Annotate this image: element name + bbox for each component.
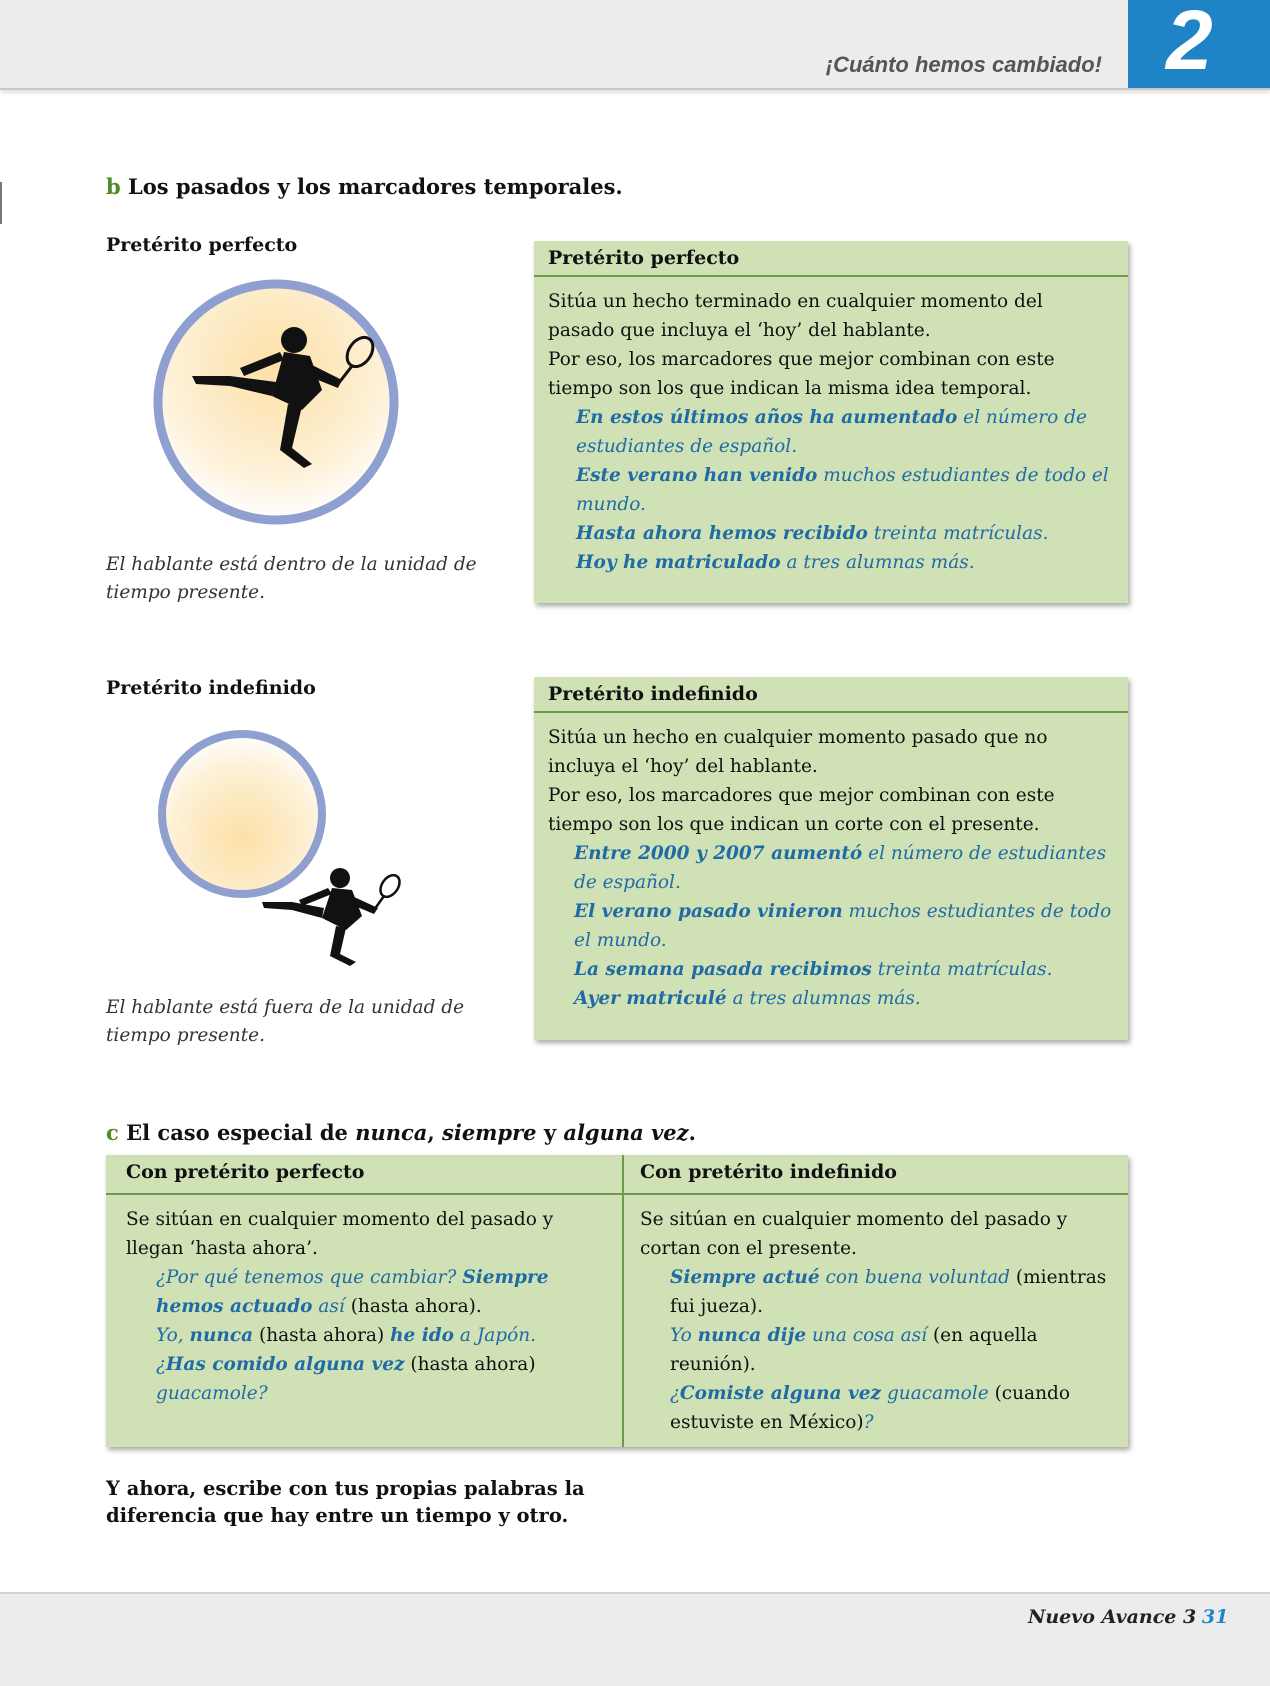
example-marker: Hasta ahora hemos recibido bbox=[576, 523, 868, 544]
example-marker: nunca dije bbox=[697, 1325, 807, 1346]
example-marker: La semana pasada recibimos bbox=[574, 959, 872, 980]
chapter-number: 2 bbox=[1166, 0, 1213, 87]
example-gloss: (cuando estuviste en México) bbox=[670, 1383, 1070, 1433]
page-number: 31 bbox=[1202, 1606, 1229, 1628]
example-line bbox=[670, 1379, 1110, 1437]
example-line bbox=[574, 839, 1114, 897]
example-line bbox=[576, 461, 1114, 519]
indefinido-box-text-2: Por eso, los marcadores que mejor combinan con este tiempo son los que indican un corte con el presente. bbox=[548, 785, 1055, 835]
indefinido-rule-box bbox=[534, 677, 1128, 1040]
example-part: Yo bbox=[670, 1325, 698, 1346]
indefinido-box-title: Pretérito indefinido bbox=[534, 677, 1128, 713]
comparison-table bbox=[106, 1155, 1128, 1447]
example-gloss: (mientras fui jueza). bbox=[670, 1267, 1107, 1317]
keyword-alguna-vez: alguna vez bbox=[563, 1120, 689, 1145]
example-rest: a tres alumnas más. bbox=[726, 988, 921, 1009]
example-rest: el número de estudiantes de español. bbox=[576, 407, 1087, 457]
example-line bbox=[576, 548, 1114, 577]
example-line bbox=[670, 1263, 1110, 1321]
section-b-title: Los pasados y los marcadores temporales. bbox=[128, 174, 623, 199]
separator: . bbox=[688, 1120, 696, 1145]
example-line bbox=[574, 984, 1114, 1013]
table-examples-indefinido bbox=[670, 1263, 1110, 1437]
example-marker: Has comido alguna vez bbox=[165, 1354, 405, 1375]
perfecto-caption: El hablante está dentro de la unidad de tiempo presente. bbox=[106, 554, 477, 603]
tennis-player-outside-circle-icon bbox=[152, 722, 412, 972]
example-marker: Ayer matriculé bbox=[574, 988, 727, 1009]
example-rest: treinta matrículas. bbox=[871, 959, 1053, 980]
indefinido-box-text-1: Sitúa un hecho en cualquier momento pasado que no incluya el ‘hoy’ del hablante. bbox=[548, 727, 1048, 777]
example-rest: muchos estudiantes de todo el mundo. bbox=[574, 901, 1112, 951]
table-examples-perfecto bbox=[156, 1263, 604, 1408]
perfecto-box-text-2: Por eso, los marcadores que mejor combinan con este tiempo son los que indican la misma idea temporal. bbox=[548, 349, 1055, 399]
example-rest: el número de estudiantes de español. bbox=[574, 843, 1107, 893]
example-line bbox=[576, 403, 1114, 461]
example-marker: El verano pasado vinieron bbox=[574, 901, 843, 922]
example-part: una cosa así bbox=[806, 1325, 933, 1346]
example-line bbox=[574, 955, 1114, 984]
example-rest: treinta matrículas. bbox=[867, 523, 1049, 544]
section-c-heading bbox=[106, 1120, 696, 1145]
margin-mark bbox=[0, 182, 2, 224]
example-part: Yo, bbox=[156, 1325, 190, 1346]
example-part: ¿ bbox=[156, 1354, 166, 1375]
separator: y bbox=[536, 1120, 564, 1145]
tennis-player-inside-circle-icon bbox=[152, 272, 402, 532]
section-b-letter: b bbox=[106, 174, 121, 199]
example-marker: Comiste alguna vez bbox=[679, 1383, 882, 1404]
table-header-indefinido: Con pretérito indefinido bbox=[624, 1155, 1128, 1195]
section-c-letter: c bbox=[106, 1120, 119, 1145]
separator: , bbox=[427, 1120, 443, 1145]
chapter-tab bbox=[1128, 0, 1270, 88]
example-marker: he ido bbox=[390, 1325, 455, 1346]
example-line bbox=[574, 897, 1114, 955]
indefinido-examples bbox=[574, 839, 1114, 1013]
example-part: con buena voluntad bbox=[819, 1267, 1016, 1288]
example-marker: Siempre actué bbox=[670, 1267, 820, 1288]
example-line bbox=[156, 1263, 604, 1321]
example-line bbox=[670, 1321, 1110, 1379]
perfecto-box-title: Pretérito perfecto bbox=[534, 241, 1128, 277]
example-marker: Entre 2000 y 2007 aumentó bbox=[574, 843, 863, 864]
example-gloss: (hasta ahora) bbox=[404, 1354, 536, 1375]
closing-instruction: Y ahora, escribe con tus propias palabras la diferencia que hay entre un tiempo y otro. bbox=[106, 1477, 585, 1527]
example-rest: a tres alumnas más. bbox=[780, 552, 975, 573]
example-line bbox=[156, 1321, 604, 1350]
perfecto-sub-heading: Pretérito perfecto bbox=[106, 234, 298, 256]
example-rest: muchos estudiantes de todo el mundo. bbox=[576, 465, 1109, 515]
example-part: ? bbox=[863, 1412, 874, 1433]
keyword-nunca: nunca bbox=[355, 1120, 428, 1145]
perfecto-rule-box bbox=[534, 241, 1128, 603]
book-title: Nuevo Avance 3 bbox=[1028, 1606, 1197, 1628]
table-header-perfecto: Con pretérito perfecto bbox=[106, 1155, 622, 1195]
example-part: guacamole? bbox=[156, 1383, 268, 1404]
table-column-indefinido bbox=[624, 1155, 1128, 1447]
table-column-perfecto bbox=[106, 1155, 624, 1447]
example-marker: Hoy he matriculado bbox=[576, 552, 781, 573]
example-marker: Siempre hemos actuado bbox=[156, 1267, 549, 1317]
example-part: ¿ bbox=[670, 1383, 680, 1404]
example-line bbox=[156, 1350, 604, 1408]
example-marker: En estos últimos años ha aumentado bbox=[576, 407, 958, 428]
example-part: guacamole bbox=[881, 1383, 995, 1404]
indefinido-sub-heading: Pretérito indefinido bbox=[106, 677, 316, 699]
example-gloss: (hasta ahora) bbox=[253, 1325, 391, 1346]
perfecto-box-text-1: Sitúa un hecho terminado en cualquier momento del pasado que incluya el ‘hoy’ del hablante. bbox=[548, 291, 1043, 341]
example-gloss: (en aquella reunión). bbox=[670, 1325, 1038, 1375]
example-marker: nunca bbox=[189, 1325, 254, 1346]
table-text-perfecto: Se sitúan en cualquier momento del pasado y llegan ‘hasta ahora’. bbox=[126, 1209, 554, 1259]
keyword-siempre: siempre bbox=[442, 1120, 537, 1145]
example-gloss: (hasta ahora). bbox=[350, 1296, 482, 1317]
table-text-indefinido: Se sitúan en cualquier momento del pasado y cortan con el presente. bbox=[640, 1209, 1068, 1259]
example-marker: Este verano han venido bbox=[576, 465, 818, 486]
section-c-prefix: El caso especial de bbox=[126, 1120, 356, 1145]
example-part: así bbox=[312, 1296, 351, 1317]
example-part: a Japón. bbox=[454, 1325, 537, 1346]
example-part: ¿Por qué tenemos que cambiar? bbox=[156, 1267, 463, 1288]
indefinido-caption: El hablante está fuera de la unidad de tiempo presente. bbox=[106, 997, 465, 1046]
chapter-title: ¡Cuánto hemos cambiado! bbox=[825, 52, 1102, 77]
perfecto-examples bbox=[576, 403, 1114, 577]
section-b-heading bbox=[106, 174, 623, 199]
example-line bbox=[576, 519, 1114, 548]
